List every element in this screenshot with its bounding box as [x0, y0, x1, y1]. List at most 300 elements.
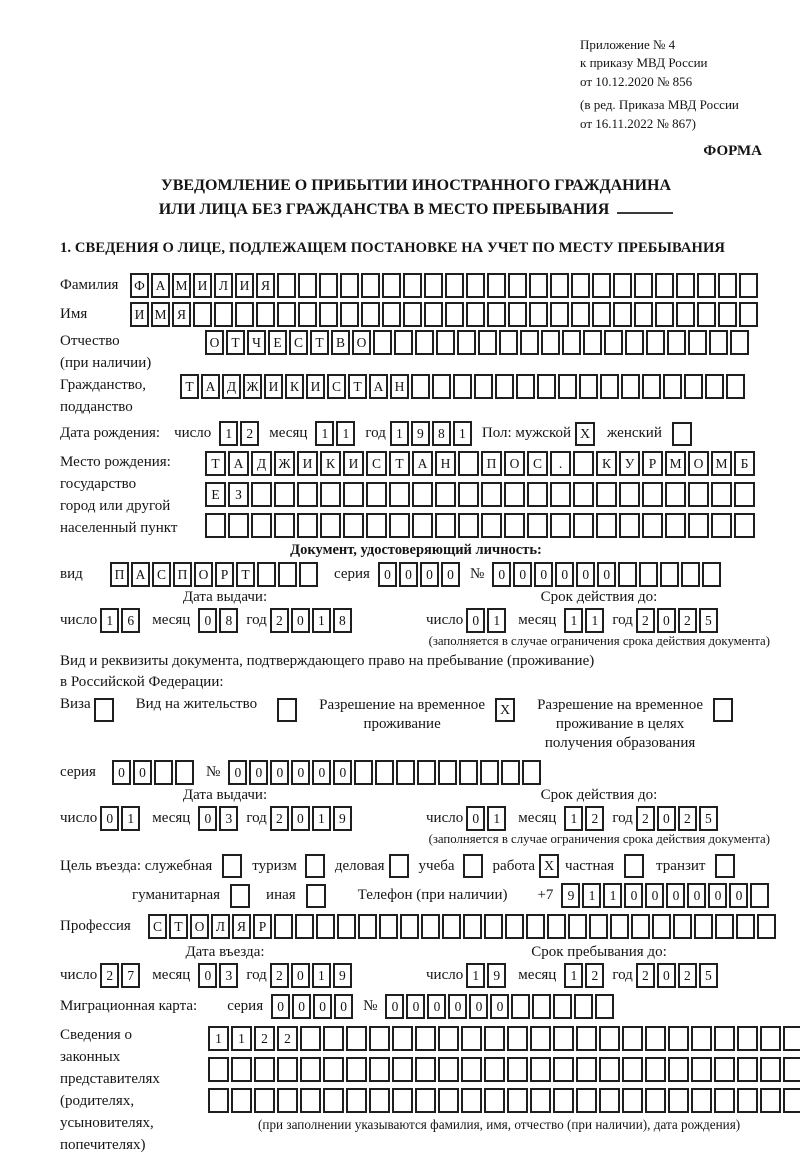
form-cell: [511, 994, 530, 1019]
form-cell: 0: [291, 806, 310, 831]
form-cell: [739, 273, 758, 298]
entry-dates-block: [60, 944, 772, 988]
form-cell: 0: [729, 883, 748, 908]
form-cell: И: [235, 273, 254, 298]
form-cell: [474, 374, 493, 399]
form-cell: [529, 273, 548, 298]
migration-series-cells: [271, 994, 355, 1019]
residence-series-cells: [112, 760, 196, 785]
form-cell: 0: [270, 760, 289, 785]
form-cell: 8: [333, 608, 352, 633]
form-cell: [711, 482, 732, 507]
section-1-heading: 1. СВЕДЕНИЯ О ЛИЦЕ, ПОДЛЕЖАЩЕМ ПОСТАНОВКЕ НА УЧЕТ ПО МЕСТУ ПРЕБЫВАНИЯ: [60, 240, 726, 257]
form-cell: [277, 698, 297, 722]
form-cell: [558, 374, 577, 399]
form-cell: 1: [231, 1026, 252, 1051]
form-cell: [634, 273, 653, 298]
form-cell: [530, 1057, 551, 1082]
form-cell: [175, 760, 194, 785]
form-cell: 9: [487, 963, 506, 988]
form-cell: 0: [576, 562, 595, 587]
appendix-line: Приложение № 4: [580, 37, 676, 52]
form-cell: 8: [219, 608, 238, 633]
form-cell: [642, 374, 661, 399]
form-cell: 0: [448, 994, 467, 1019]
form-cell: Р: [253, 914, 272, 939]
form-cell: К: [596, 451, 617, 476]
form-cell: [739, 302, 758, 327]
form-cell: И: [193, 273, 212, 298]
citizenship-row: [60, 374, 772, 418]
form-cell: [553, 994, 572, 1019]
form-cell: 1: [582, 883, 601, 908]
purpose-work-label: работа: [492, 857, 536, 874]
form-cell: [655, 273, 674, 298]
form-cell: [415, 330, 434, 355]
form-cell: 0: [441, 562, 460, 587]
form-cell: [537, 374, 556, 399]
identity-doc-heading: Документ, удостоверяющий личность:: [290, 542, 542, 559]
form-cell: [421, 914, 440, 939]
form-cell: 0: [687, 883, 706, 908]
form-cell: Ж: [274, 451, 295, 476]
form-cell: [251, 482, 272, 507]
title-blank-line: [617, 199, 673, 214]
form-cell: [527, 513, 548, 538]
form-cell: [478, 330, 497, 355]
form-cell: [576, 1057, 597, 1082]
form-cell: [599, 1088, 620, 1113]
form-cell: [681, 562, 700, 587]
stay-day-cells: [466, 963, 508, 988]
appendix-line: к приказу МВД России: [580, 55, 708, 71]
form-cell: 2: [636, 963, 655, 988]
form-cell: [323, 1026, 344, 1051]
form-cell: [320, 513, 341, 538]
form-cell: 2: [240, 421, 259, 446]
form-cell: И: [343, 451, 364, 476]
form-cell: [737, 1057, 758, 1082]
form-cell: [366, 513, 387, 538]
stay-until-values: число 1 9 месяц 1 2 год 2 0 2 5: [426, 963, 772, 988]
form-cell: [389, 854, 409, 878]
entry-date-header: Дата въезда:: [185, 944, 265, 961]
form-cell: [438, 1057, 459, 1082]
form-cell: А: [201, 374, 220, 399]
form-cell: 0: [657, 806, 676, 831]
form-cell: 1: [466, 963, 485, 988]
doc-issue-values: число 1 6 месяц 0 8 год 2 0 1 8: [60, 608, 390, 633]
legal-row3-cells: [208, 1088, 800, 1113]
form-cell: [571, 273, 590, 298]
citizenship-cells: [180, 374, 747, 399]
form-title: [60, 174, 772, 222]
form-cell: [668, 1088, 689, 1113]
form-cell: 1: [564, 608, 583, 633]
form-cell: [461, 1057, 482, 1082]
form-cell: О: [205, 330, 224, 355]
form-cell: [438, 760, 457, 785]
form-cell: [94, 698, 114, 722]
form-cell: Ф: [130, 273, 149, 298]
form-cell: А: [228, 451, 249, 476]
migration-number-label: №: [363, 998, 378, 1015]
purpose-study-label: учеба: [418, 857, 455, 874]
purpose-transit-label: транзит: [656, 857, 706, 874]
form-cell: 0: [469, 994, 488, 1019]
form-cell: [507, 1026, 528, 1051]
form-cell: 0: [198, 963, 217, 988]
form-cell: 0: [291, 760, 310, 785]
form-cell: 1: [312, 963, 331, 988]
form-cell: 1: [336, 421, 355, 446]
form-cell: [645, 1088, 666, 1113]
stay-until-col: [426, 944, 772, 988]
form-cell: [734, 482, 755, 507]
form-cell: 1: [312, 608, 331, 633]
form-cell: Т: [236, 562, 255, 587]
form-cell: [346, 1057, 367, 1082]
entry-purpose-row: [60, 854, 772, 878]
form-cell: [300, 1026, 321, 1051]
form-cell: 2: [636, 608, 655, 633]
form-cell: Н: [435, 451, 456, 476]
form-cell: [665, 482, 686, 507]
form-cell: X: [575, 422, 595, 446]
form-cell: Я: [172, 302, 191, 327]
migration-series-label: серия: [227, 998, 264, 1015]
form-cell: [208, 1088, 229, 1113]
form-cell: [295, 914, 314, 939]
form-cell: 0: [291, 608, 310, 633]
form-cell: [415, 1057, 436, 1082]
form-cell: [346, 1088, 367, 1113]
phone-label: Телефон (при наличии): [357, 887, 508, 904]
form-cell: [576, 1088, 597, 1113]
form-cell: 6: [121, 608, 140, 633]
form-cell: Т: [226, 330, 245, 355]
form-cell: [508, 273, 527, 298]
form-cell: [277, 273, 296, 298]
form-cell: [484, 1057, 505, 1082]
form-cell: [379, 914, 398, 939]
residence-checkbox-row: [60, 696, 772, 753]
profession-cells: [148, 914, 778, 939]
form-cell: [442, 914, 461, 939]
form-cell: [760, 1088, 781, 1113]
form-cell: 5: [699, 806, 718, 831]
legal-row2-cells: [208, 1057, 800, 1082]
form-cell: [668, 1057, 689, 1082]
form-cell: [613, 302, 632, 327]
form-cell: Л: [211, 914, 230, 939]
form-cell: [529, 302, 548, 327]
form-cell: Т: [180, 374, 199, 399]
form-cell: 0: [492, 562, 511, 587]
form-cell: [392, 1088, 413, 1113]
doc-valid-year-cells: [636, 608, 720, 633]
form-cell: 2: [270, 963, 289, 988]
form-cell: [343, 513, 364, 538]
birth-month-cells: [315, 421, 357, 446]
form-cell: [507, 1057, 528, 1082]
form-cell: [274, 914, 293, 939]
form-cell: [625, 330, 644, 355]
form-cell: [505, 914, 524, 939]
form-cell: [463, 854, 483, 878]
form-cell: С: [148, 914, 167, 939]
form-cell: 2: [678, 963, 697, 988]
form-cell: Я: [232, 914, 251, 939]
birthplace-row2-cells: [205, 482, 757, 507]
purpose-other-label: иная: [266, 887, 296, 904]
form-cell: 2: [678, 608, 697, 633]
purpose-tourism-label: туризм: [252, 857, 297, 874]
birth-year-cells: [390, 421, 474, 446]
form-cell: [484, 1026, 505, 1051]
form-cell: Б: [734, 451, 755, 476]
form-cell: 0: [534, 562, 553, 587]
form-cell: 0: [291, 963, 310, 988]
form-cell: [235, 302, 254, 327]
entry-date-col: [60, 944, 390, 988]
form-cell: [583, 330, 602, 355]
legal-representatives-cells: [208, 1026, 800, 1133]
form-cell: 9: [333, 963, 352, 988]
form-cell: [579, 374, 598, 399]
form-cell: [527, 482, 548, 507]
form-cell: [737, 1026, 758, 1051]
form-cell: [589, 914, 608, 939]
residence-valid-col: [426, 787, 772, 831]
male-checkbox: [575, 422, 597, 446]
visa-label: Виза: [60, 696, 91, 713]
form-cell: [663, 374, 682, 399]
form-cell: [783, 1088, 800, 1113]
form-cell: [432, 374, 451, 399]
form-cell: [726, 374, 745, 399]
residence-doc-line1: Вид и реквизиты документа, подтверждающего право на пребывание (проживание): [60, 653, 595, 670]
form-cell: [592, 302, 611, 327]
form-cell: 0: [333, 760, 352, 785]
purpose-tourism-checkbox: [305, 854, 327, 878]
form-cell: [595, 994, 614, 1019]
form-cell: [532, 994, 551, 1019]
form-cell: [369, 1057, 390, 1082]
form-cell: [484, 914, 503, 939]
form-cell: [501, 760, 520, 785]
form-cell: [412, 482, 433, 507]
form-cell: З: [228, 482, 249, 507]
form-cell: [403, 302, 422, 327]
name-cells: [130, 302, 760, 327]
form-cell: [463, 914, 482, 939]
form-cell: [392, 1057, 413, 1082]
form-cell: Е: [205, 482, 226, 507]
form-cell: М: [711, 451, 732, 476]
form-cell: [320, 482, 341, 507]
day-label: число: [174, 425, 212, 442]
purpose-work-checkbox: [539, 854, 561, 878]
legal-representatives-note: (при заполнении указываются фамилия, имя, отчество (при наличии), дата рождения): [258, 1117, 741, 1133]
form-cell: [504, 482, 525, 507]
form-cell: [604, 330, 623, 355]
form-cell: [251, 513, 272, 538]
form-cell: 2: [585, 806, 604, 831]
form-cell: [562, 330, 581, 355]
form-cell: [394, 330, 413, 355]
form-cell: С: [366, 451, 387, 476]
form-cell: [737, 1088, 758, 1113]
form-cell: 5: [699, 963, 718, 988]
form-cell: [715, 914, 734, 939]
form-cell: [484, 1088, 505, 1113]
form-cell: [435, 482, 456, 507]
form-cell: 1: [219, 421, 238, 446]
form-cell: [205, 513, 226, 538]
form-cell: Д: [251, 451, 272, 476]
form-cell: .: [550, 451, 571, 476]
form-cell: Е: [268, 330, 287, 355]
form-cell: [369, 1088, 390, 1113]
form-cell: [453, 374, 472, 399]
form-cell: [691, 1026, 712, 1051]
form-cell: [684, 374, 703, 399]
temp-residence-edu-label: Разрешение на временное проживание в целях получения образования: [537, 697, 704, 752]
purpose-humanitarian-label: гуманитарная: [132, 887, 221, 904]
form-cell: [278, 562, 297, 587]
form-cell: А: [131, 562, 150, 587]
form-cell: [619, 482, 640, 507]
form-cell: С: [289, 330, 308, 355]
surname-label: Фамилия: [60, 277, 119, 294]
entry-date-values: число 2 7 месяц 0 3 год 2 0 1 9: [60, 963, 390, 988]
form-cell: 3: [219, 806, 238, 831]
form-cell: [596, 513, 617, 538]
form-cell: [277, 1088, 298, 1113]
form-cell: 0: [312, 760, 331, 785]
residence-valid-month-cells: [564, 806, 606, 831]
form-cell: [228, 513, 249, 538]
form-cell: [688, 330, 707, 355]
appendix-line: от 10.12.2020 № 856: [580, 73, 693, 89]
forma-label: ФОРМА: [703, 143, 762, 160]
entry-month-cells: [198, 963, 240, 988]
form-cell: У: [619, 451, 640, 476]
form-cell: А: [369, 374, 388, 399]
form-cell: [673, 914, 692, 939]
form-cell: Т: [348, 374, 367, 399]
doc-issue-month-cells: [198, 608, 240, 633]
temp-residence-edu-checkbox: [713, 698, 735, 722]
form-cell: П: [481, 451, 502, 476]
form-cell: Л: [214, 273, 233, 298]
stay-month-cells: [564, 963, 606, 988]
form-cell: [613, 273, 632, 298]
form-cell: [530, 1026, 551, 1051]
form-cell: [277, 1057, 298, 1082]
purpose-second-row: [60, 883, 772, 908]
form-cell: 1: [487, 806, 506, 831]
form-cell: 1: [208, 1026, 229, 1051]
form-cell: 2: [100, 963, 119, 988]
name-label: Имя: [60, 306, 88, 323]
form-cell: [457, 330, 476, 355]
form-cell: [600, 374, 619, 399]
birthdate-row: [60, 421, 772, 446]
residence-valid-header: Срок действия до:: [540, 787, 658, 804]
birthplace-label: Место рождения: государство город или другой населенный пункт: [60, 454, 178, 537]
form-cell: 0: [555, 562, 574, 587]
form-cell: 0: [249, 760, 268, 785]
form-cell: М: [665, 451, 686, 476]
form-cell: [323, 1057, 344, 1082]
form-title-line2: ИЛИ ЛИЦА БЕЗ ГРАЖДАНСТВА В МЕСТО ПРЕБЫВАНИЯ: [60, 198, 772, 222]
form-cell: 0: [624, 883, 643, 908]
form-cell: 0: [271, 994, 290, 1019]
form-cell: 2: [277, 1026, 298, 1051]
form-cell: [305, 854, 325, 878]
form-cell: [389, 513, 410, 538]
surname-row: [60, 273, 772, 298]
residence-number-label: №: [206, 764, 221, 781]
form-cell: Д: [222, 374, 241, 399]
form-title-line1: УВЕДОМЛЕНИЕ О ПРИБЫТИИ ИНОСТРАННОГО ГРАЖДАНИНА: [160, 177, 672, 195]
phone-prefix: +7: [537, 887, 554, 904]
citizenship-label: Гражданство, подданство: [60, 377, 147, 416]
form-cell: [750, 883, 769, 908]
form-cell: 1: [564, 963, 583, 988]
form-cell: 1: [121, 806, 140, 831]
form-cell: [361, 302, 380, 327]
form-cell: [757, 914, 776, 939]
residence-issue-day-cells: [100, 806, 142, 831]
form-cell: [445, 273, 464, 298]
form-cell: Н: [390, 374, 409, 399]
purpose-study-checkbox: [463, 854, 485, 878]
form-cell: [547, 914, 566, 939]
form-cell: [639, 562, 658, 587]
form-cell: Р: [642, 451, 663, 476]
residence-issue-values: число 0 1 месяц 0 3 год 2 0 1 9: [60, 806, 390, 831]
form-cell: [424, 302, 443, 327]
doc-issue-day-cells: [100, 608, 142, 633]
form-cell: [382, 273, 401, 298]
form-cell: [508, 302, 527, 327]
form-cell: [222, 854, 242, 878]
birthplace-row3-cells: [205, 513, 757, 538]
form-cell: [319, 302, 338, 327]
form-cell: [697, 273, 716, 298]
form-cell: Ч: [247, 330, 266, 355]
profession-label: Профессия: [60, 918, 131, 935]
form-cell: 0: [513, 562, 532, 587]
form-cell: С: [152, 562, 171, 587]
form-cell: [480, 760, 499, 785]
purpose-private-checkbox: [624, 854, 646, 878]
form-cell: 0: [334, 994, 353, 1019]
doc-dates-block: [60, 589, 772, 633]
form-cell: [730, 330, 749, 355]
sex-male-label: Пол: мужской: [481, 425, 572, 442]
residence-series-label: серия: [60, 764, 96, 781]
form-cell: [257, 562, 276, 587]
form-cell: 0: [292, 994, 311, 1019]
form-cell: 0: [198, 608, 217, 633]
appendix-reference: [580, 36, 772, 133]
residence-permit-checkbox: [277, 698, 299, 722]
form-cell: [694, 914, 713, 939]
